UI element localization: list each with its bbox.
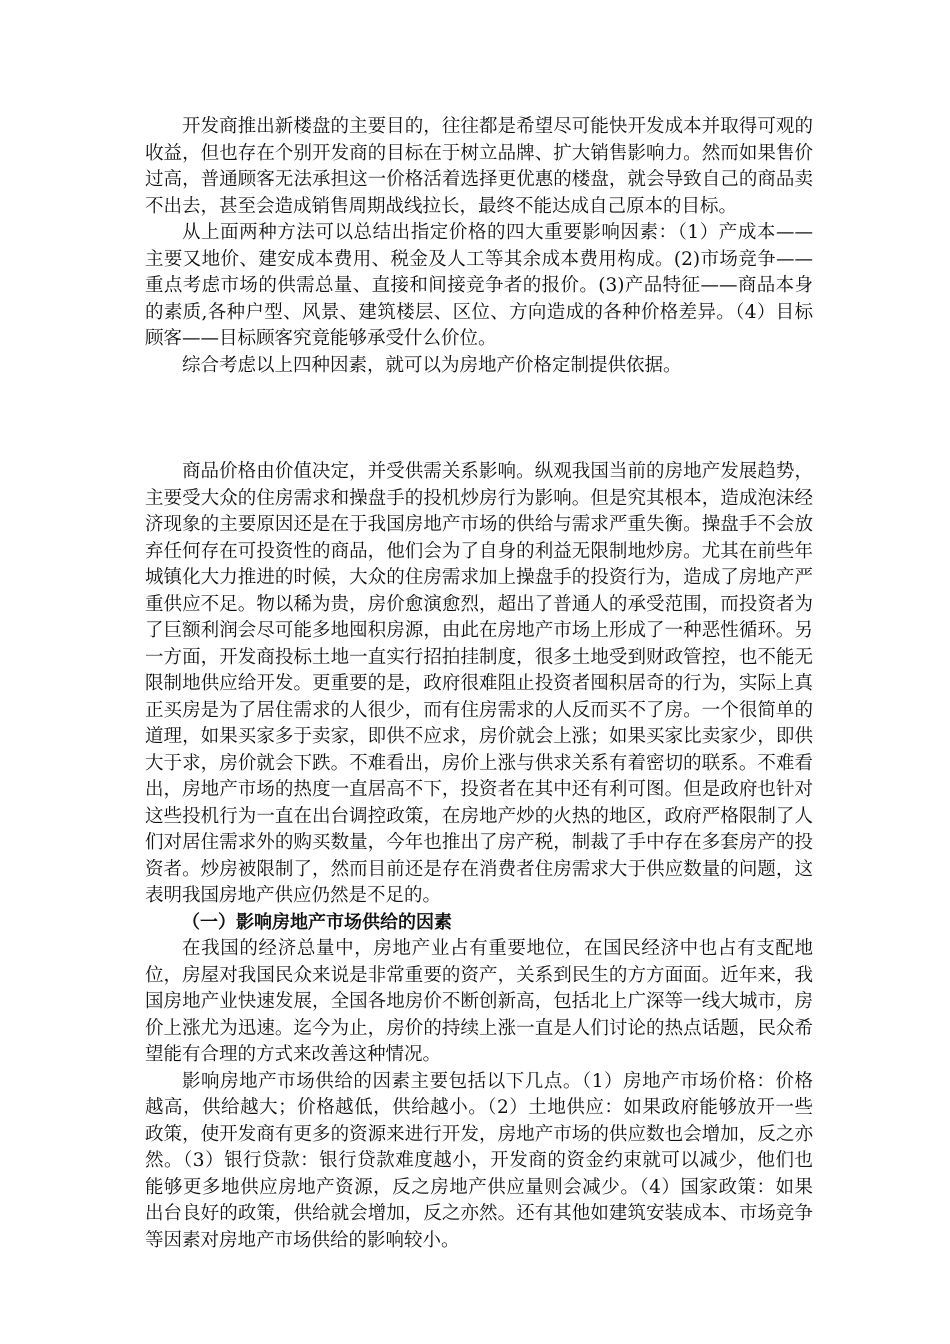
- section-heading: （一）影响房地产市场供给的因素: [182, 911, 452, 933]
- paragraph-real-estate-importance: 在我国的经济总量中，房地产业占有重要地位，在国民经济中也占有支配地位，房屋对我国民众来说是非常重要的资产，关系到民生的方方面面。近年来，我国房地产业快速发展，全国各地房价不断创新高，包括北上广深等一线大城市，房价上涨尤为迅速。迄今为止，房价的持续上涨一直是人们讨论的热点话题，民众希望能有合理的方式来改善这种情况。: [145, 938, 813, 1065]
- paragraph-four-pricing-factors: 从上面两种方法可以总结出指定价格的四大重要影响因素：（1）产成本——主要又地价、建安成本费用、税金及人工等其余成本费用构成。(2)市场竞争——重点考虑市场的供需总量、直接和间接竞争者的报价。(3)产品特征——商品本身的素质,各种户型、风景、建筑楼层、区位、方向造成的各种价格差异。（4）目标顾客——目标顾客究竟能够承受什么价位。: [145, 222, 813, 349]
- paragraph-supply-demand-imbalance: 商品价格由价值决定，并受供需关系影响。纵观我国当前的房地产发展趋势，主要受大众的住房需求和操盘手的投机炒房行为影响。但是究其根本，造成泡沫经济现象的主要原因还是在于我国房地产市场的供给与需求严重失衡。操盘手不会放弃任何存在可投资性的商品，他们会为了自身的利益无限制地炒房。尤其在前些年城镇化大力推进的时候，大众的住房需求加上操盘手的投资行为，造成了房地产严重供应不足。物以稀为贵，房价愈演愈烈，超出了普通人的承受范围，而投资者为了巨额利润会尽可能多地囤积房源，由此在房地产市场上形成了一种恶性循环。另一方面，开发商投标土地一直实行招拍挂制度，很多土地受到财政管控，也不能无限制地供应给开发。更重要的是，政府很难阻止投资者囤积居奇的行为，实际上真正买房是为了居住需求的人很少，而有住房需求的人反而买不了房。一个很简单的道理，如果买家多于卖家，即供不应求，房价就会上涨；如果买家比卖家少，即供大于求，房价就会下跌。不难看出，房价上涨与供求关系有着密切的联系。不难看出，房地产市场的热度一直居高不下，投资者在其中还有利可图。但是政府也针对这些投机行为一直在出台调控政策，在房地产炒的火热的地区，政府严格限制了人们对居住需求外的购买数量，今年也推出了房产税，制裁了手中存在多套房产的投资者。炒房被限制了，然而目前还是存在消费者住房需求大于供应数量的问题，这表明我国房地产供应仍然是不足的。: [145, 461, 813, 906]
- section-gap: [145, 379, 813, 459]
- document-page: [145, 114, 813, 1254]
- paragraph-pricing-conclusion: 综合考虑以上四种因素，就可以为房地产价格定制提供依据。: [182, 354, 682, 376]
- paragraph-developer-goals: 开发商推出新楼盘的主要目的，往往都是希望尽可能快开发成本并取得可观的收益，但也存在个别开发商的目标在于树立品牌、扩大销售影响力。然而如果售价过高，普通顾客无法承担这一价格活着选择更优惠的楼盘，就会导致自己的商品卖不出去，甚至会造成销售周期战线拉长，最终不能达成自己原本的目标。: [145, 116, 813, 217]
- paragraph-supply-factors: 影响房地产市场供给的因素主要包括以下几点。（1）房地产市场价格：价格越高，供给越大；价格越低，供给越小。（2）土地供应：如果政府能够放开一些政策，使开发商有更多的资源来进行开发，房地产市场的供应数也会增加，反之亦然。（3）银行贷款：银行贷款难度越小，开发商的资金约束就可以减少，他们也能够更多地供应房地产资源，反之房地产供应量则会减少。（4）国家政策：如果出台良好的政策，供给就会增加，反之亦然。还有其他如建筑安装成本、市场竞争等因素对房地产市场供给的影响较小。: [145, 1070, 813, 1251]
